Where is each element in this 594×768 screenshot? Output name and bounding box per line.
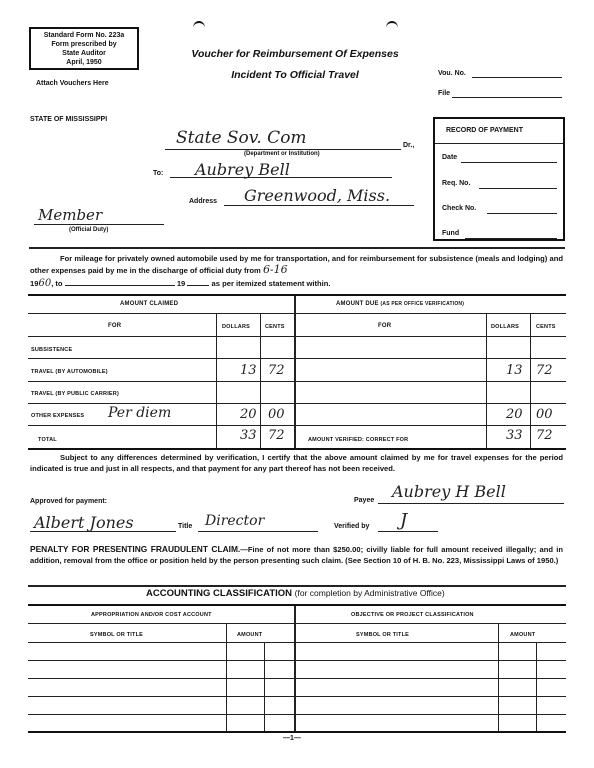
for-header-left: FOR — [108, 323, 122, 329]
auto-dollars: 13 — [240, 363, 257, 378]
title-line-2: Incident To Official Travel — [231, 69, 359, 81]
penalty-paragraph — [30, 544, 563, 566]
record-heading: RECORD OF PAYMENT — [446, 127, 524, 134]
symbol-header-left: SYMBOL OR TITLE — [90, 632, 144, 638]
page-number: —1— — [283, 735, 301, 742]
total-dollars: 33 — [240, 428, 257, 443]
penalty-text: —Fine of not more than $250.00; civilly liable for full amount received illegally; and in addition, removal from the office or position held by the person presenting such claim. (See Section 10 of H. B. No. 223, Mississippi Laws of 1950.) — [30, 545, 563, 565]
to-word: , to — [51, 279, 63, 288]
dollars-header-left: DOLLARS — [222, 324, 250, 330]
form-prescribed: Form prescribed by — [51, 41, 117, 48]
other-cents: 00 — [268, 407, 285, 422]
dollars-header-right: DOLLARS — [491, 324, 519, 330]
punch-mark-left — [193, 21, 205, 35]
voucher-number-label: Vou. No. — [438, 70, 466, 77]
penalty-heading: PENALTY FOR PRESENTING FRAUDULENT CLAIM. — [30, 544, 241, 554]
department-value: State Sov. Com — [176, 128, 307, 148]
amount-claimed-header: AMOUNT CLAIMED — [120, 301, 179, 307]
address-value: Greenwood, Miss. — [244, 186, 391, 205]
amount-verified-label: AMOUNT VERIFIED: CORRECT FOR — [308, 437, 409, 443]
record-fund: Fund — [442, 230, 460, 237]
record-req-no: Req. No. — [442, 180, 471, 187]
year-prefix: 19 — [30, 279, 39, 288]
cents-header-right: CENTS — [536, 324, 556, 330]
year-value: 60 — [38, 278, 52, 289]
total-due-cents: 72 — [536, 428, 553, 443]
form-title — [160, 44, 430, 86]
address-label: Address — [189, 198, 218, 205]
title-line-1: Voucher for Reimbursement Of Expenses — [191, 48, 399, 60]
auto-due-cents: 72 — [536, 363, 553, 378]
other-dollars: 20 — [240, 407, 257, 422]
payee-signature: Aubrey H Bell — [392, 482, 506, 501]
appropriation-header: APPROPRIATION AND/OR COST ACCOUNT — [91, 612, 212, 618]
record-check-no: Check No. — [442, 205, 477, 212]
duty-value: Member — [38, 206, 103, 224]
certification-paragraph: Subject to any differences determined by verification, I certify that the above amount claimed by me for travel expenses for the period indicated is true and just in all respects, and that payment for any part thereof has not been received. — [30, 453, 563, 473]
form-date: April, 1950 — [66, 59, 102, 66]
other-note: Per diem — [108, 405, 172, 421]
payee-label: Payee — [354, 497, 375, 504]
approved-label: Approved for payment: — [30, 498, 108, 505]
objective-header: OBJECTIVE OR PROJECT CLASSIFICATION — [351, 612, 474, 618]
itemized-text: as per itemized statement within. — [211, 279, 331, 288]
title-value: Director — [205, 513, 265, 529]
auto-cents: 72 — [268, 363, 285, 378]
other-due-dollars: 20 — [506, 407, 523, 422]
amount-due-header — [336, 301, 464, 307]
cents-header-left: CENTS — [265, 324, 285, 330]
form-auditor: State Auditor — [62, 50, 106, 57]
row-travel-public: TRAVEL (BY PUBLIC CARRIER) — [31, 391, 120, 397]
record-date: Date — [442, 154, 458, 161]
form-number: Standard Form No. 223a — [43, 32, 125, 39]
amount-due-label: AMOUNT DUE — [336, 301, 379, 307]
period-line — [30, 278, 331, 289]
accounting-heading — [146, 588, 445, 599]
other-due-cents: 00 — [536, 407, 553, 422]
total-cents: 72 — [268, 428, 285, 443]
amount-header-left: AMOUNT — [237, 632, 263, 638]
row-subsistence: SUBSISTENCE — [31, 347, 73, 353]
accounting-note: (for completion by Administrative Office) — [294, 588, 445, 598]
from-date: 6-16 — [262, 263, 288, 276]
to-value: Aubrey Bell — [195, 160, 290, 179]
total-due-dollars: 33 — [506, 428, 523, 443]
department-caption: (Department or Institution) — [244, 151, 320, 157]
accounting-table — [28, 604, 566, 733]
file-label: File — [438, 90, 451, 97]
amount-header-right: AMOUNT — [510, 632, 536, 638]
mileage-text: For mileage for privately owned automobile used by me for transportation, and for reimbursement for subsistence (meals and lodging) and other expenses paid by me in the discharge of official duty from — [30, 254, 563, 275]
duty-caption: (Official Duty) — [69, 227, 109, 233]
state-label: STATE OF MISSISSIPPI — [30, 116, 108, 123]
verified-by-label: Verified by — [334, 523, 370, 530]
symbol-header-right: SYMBOL OR TITLE — [356, 632, 410, 638]
to-label: To: — [153, 170, 164, 177]
approver-signature: Albert Jones — [34, 513, 134, 532]
row-travel-auto: TRAVEL (BY AUTOMOBILE) — [31, 369, 108, 375]
department-suffix: Dr., — [403, 142, 415, 149]
punch-mark-right — [386, 21, 398, 35]
auto-due-dollars: 13 — [506, 363, 523, 378]
verified-by-value: J — [400, 510, 408, 531]
expense-table — [28, 294, 566, 450]
row-total: TOTAL — [38, 437, 57, 443]
year-suffix: 19 — [176, 279, 186, 288]
title-label: Title — [178, 523, 193, 530]
record-of-payment-box — [433, 117, 565, 241]
mileage-paragraph — [30, 253, 563, 276]
amount-due-note: (AS PER OFFICE VERIFICATION) — [380, 301, 465, 307]
accounting-title: ACCOUNTING CLASSIFICATION — [146, 588, 293, 599]
for-header-right: FOR — [378, 323, 392, 329]
attach-vouchers: Attach Vouchers Here — [36, 80, 109, 87]
row-other-expenses: OTHER EXPENSES — [31, 413, 85, 419]
form-number-box — [29, 27, 139, 70]
